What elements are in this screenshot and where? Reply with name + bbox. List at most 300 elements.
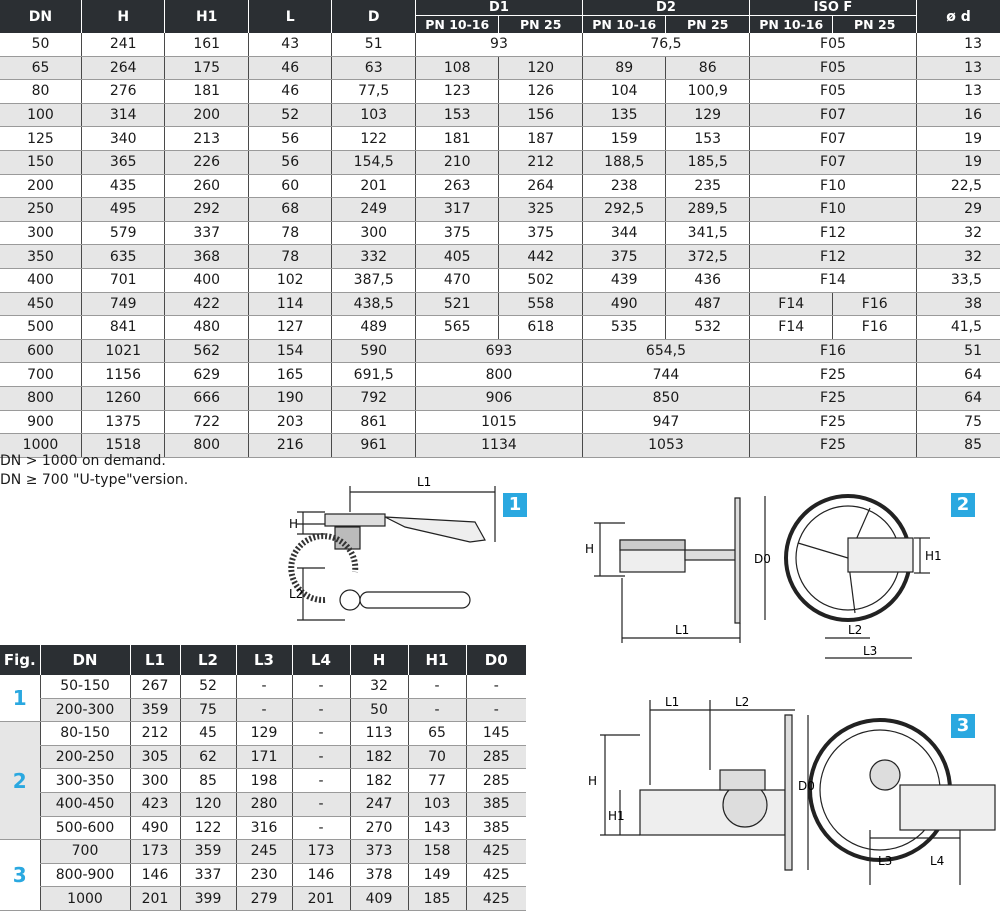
table-cell: 120 [180, 792, 236, 816]
table-cell: 114 [248, 292, 332, 316]
table-cell: 89 [582, 56, 666, 80]
table-cell: 961 [332, 434, 416, 458]
header-d1-pn1016: PN 10-16 [415, 16, 499, 34]
table-cell: F05 [749, 33, 916, 56]
table-row [0, 363, 1000, 387]
table-cell: 181 [165, 80, 249, 104]
table-cell: 300 [332, 221, 416, 245]
table-cell: F05 [749, 80, 916, 104]
table-cell: 405 [415, 245, 499, 269]
table-cell: 500-600 [40, 816, 130, 840]
table-row [0, 816, 526, 840]
table-cell: 800 [0, 386, 81, 410]
header-iso-pn1016: PN 10-16 [749, 16, 833, 34]
table-cell: 75 [916, 410, 1000, 434]
table-cell: 250 [0, 198, 81, 222]
figure-2-handwheel-drawing [580, 488, 950, 668]
table-cell: 60 [248, 174, 332, 198]
table-cell: 385 [466, 816, 526, 840]
table-cell: F10 [749, 198, 916, 222]
table-cell: 210 [415, 150, 499, 174]
fig2-h1-label: H1 [925, 549, 942, 563]
table-cell: 841 [81, 316, 165, 340]
table-cell: 68 [248, 198, 332, 222]
header-iso-pn25: PN 25 [833, 16, 917, 34]
table-cell: 487 [666, 292, 750, 316]
fig3-l3-label: L3 [878, 854, 893, 868]
table-cell: 375 [582, 245, 666, 269]
table-cell: 29 [916, 198, 1000, 222]
operator-header-cell: L2 [180, 645, 236, 675]
table-cell: 158 [408, 840, 466, 864]
table-cell: 32 [916, 245, 1000, 269]
table-row [0, 103, 1000, 127]
table-cell: 78 [248, 221, 332, 245]
table-cell: 373 [350, 840, 408, 864]
table-cell: - [292, 792, 350, 816]
table-cell: 135 [582, 103, 666, 127]
table-cell: 701 [81, 268, 165, 292]
table-row [0, 198, 1000, 222]
table-cell: F14 [749, 268, 916, 292]
table-cell: 41,5 [916, 316, 1000, 340]
header-h: H [81, 0, 165, 33]
table-cell: 46 [248, 80, 332, 104]
table-cell: 104 [582, 80, 666, 104]
table-cell: F12 [749, 245, 916, 269]
table-cell: 64 [916, 386, 1000, 410]
table-cell: F16 [833, 292, 917, 316]
table-cell: 276 [81, 80, 165, 104]
table-cell: 267 [130, 675, 180, 698]
table-cell: 436 [666, 268, 750, 292]
header-d1-pn25: PN 25 [499, 16, 583, 34]
table-cell: 100 [0, 103, 81, 127]
table-cell: 62 [180, 745, 236, 769]
table-cell: 143 [408, 816, 466, 840]
table-cell: 289,5 [666, 198, 750, 222]
table-cell: 590 [332, 339, 416, 363]
table-cell: 314 [81, 103, 165, 127]
table-row [0, 56, 1000, 80]
table-cell: 213 [165, 127, 249, 151]
table-cell: 173 [130, 840, 180, 864]
note-on-demand: DN > 1000 on demand. [0, 453, 166, 469]
table-cell: - [292, 745, 350, 769]
table-cell: 800 [415, 363, 582, 387]
table-cell: 52 [180, 675, 236, 698]
table-row [0, 33, 1000, 56]
operator-header-cell: L1 [130, 645, 180, 675]
table-cell: 442 [499, 245, 583, 269]
header-d2-pn25: PN 25 [666, 16, 750, 34]
table-cell: 212 [130, 722, 180, 746]
table-cell: 300 [0, 221, 81, 245]
table-cell: 490 [582, 292, 666, 316]
table-cell: 50 [350, 698, 408, 722]
table-cell: 76,5 [582, 33, 749, 56]
figure-1-badge: 1 [503, 493, 527, 517]
notes [0, 452, 188, 490]
table-cell: F16 [749, 339, 916, 363]
table-cell: 65 [408, 722, 466, 746]
header-d2: D2 [582, 0, 749, 16]
table-cell: 247 [350, 792, 408, 816]
table-cell: F12 [749, 221, 916, 245]
table-cell: 438,5 [332, 292, 416, 316]
operator-table-header [0, 645, 526, 675]
table-cell: 722 [165, 410, 249, 434]
table-cell: F07 [749, 127, 916, 151]
table-row [0, 675, 526, 698]
dimensions-table-body [0, 33, 1000, 457]
table-cell: 19 [916, 150, 1000, 174]
table-cell: 64 [916, 363, 1000, 387]
table-cell: 425 [466, 863, 526, 887]
table-cell: 1000 [0, 434, 81, 458]
table-cell: 337 [165, 221, 249, 245]
table-cell: - [292, 675, 350, 698]
table-cell: 16 [916, 103, 1000, 127]
table-cell: 400-450 [40, 792, 130, 816]
figure-2-badge: 2 [951, 493, 975, 517]
fig3-h-label: H [588, 774, 598, 788]
table-cell: 300-350 [40, 769, 130, 793]
table-cell: 159 [582, 127, 666, 151]
figure-number: 1 [0, 675, 40, 722]
table-cell: F07 [749, 103, 916, 127]
table-row [0, 410, 1000, 434]
table-cell: 270 [350, 816, 408, 840]
fig3-l1-label: L1 [665, 695, 680, 709]
table-cell: 489 [332, 316, 416, 340]
fig3-d0-label: D0 [798, 779, 815, 793]
table-cell: 216 [248, 434, 332, 458]
table-cell: 93 [415, 33, 582, 56]
table-cell: 77 [408, 769, 466, 793]
table-cell: 316 [236, 816, 292, 840]
table-cell: 906 [415, 386, 582, 410]
table-cell: 387,5 [332, 268, 416, 292]
table-cell: 900 [0, 410, 81, 434]
table-cell: 700 [40, 840, 130, 864]
table-cell: 103 [408, 792, 466, 816]
table-cell: 171 [236, 745, 292, 769]
table-row [0, 292, 1000, 316]
table-cell: 13 [916, 33, 1000, 56]
table-cell: 368 [165, 245, 249, 269]
table-cell: 50-150 [40, 675, 130, 698]
operator-header-cell: L4 [292, 645, 350, 675]
table-cell: 947 [582, 410, 749, 434]
fig2-l3-label: L3 [863, 644, 878, 658]
table-cell: 127 [248, 316, 332, 340]
table-cell: F16 [833, 316, 917, 340]
figure-1-lever-drawing [285, 472, 500, 632]
table-cell: 359 [180, 840, 236, 864]
table-cell: 19 [916, 127, 1000, 151]
table-cell: 500 [0, 316, 81, 340]
table-cell: F25 [749, 386, 916, 410]
table-cell: 861 [332, 410, 416, 434]
table-cell: - [236, 698, 292, 722]
header-d2-pn1016: PN 10-16 [582, 16, 666, 34]
table-cell: 1021 [81, 339, 165, 363]
table-cell: 490 [130, 816, 180, 840]
table-cell: - [292, 698, 350, 722]
table-cell: 146 [292, 863, 350, 887]
table-cell: 86 [666, 56, 750, 80]
table-cell: 201 [130, 887, 180, 911]
table-cell: 238 [582, 174, 666, 198]
table-cell: 122 [180, 816, 236, 840]
table-cell: 129 [666, 103, 750, 127]
header-l: L [248, 0, 332, 33]
table-cell: 399 [180, 887, 236, 911]
table-cell: 51 [332, 33, 416, 56]
table-cell: 51 [916, 339, 1000, 363]
table-cell: 422 [165, 292, 249, 316]
table-cell: 744 [582, 363, 749, 387]
table-cell: 173 [292, 840, 350, 864]
table-cell: 691,5 [332, 363, 416, 387]
fig3-l2-label: L2 [735, 695, 750, 709]
table-cell: 43 [248, 33, 332, 56]
table-cell: 122 [332, 127, 416, 151]
table-cell: - [292, 722, 350, 746]
figure-number: 2 [0, 722, 40, 840]
table-cell: 535 [582, 316, 666, 340]
table-cell: 480 [165, 316, 249, 340]
table-cell: 749 [81, 292, 165, 316]
table-cell: 425 [466, 887, 526, 911]
table-cell: 123 [415, 80, 499, 104]
table-cell: - [466, 698, 526, 722]
table-cell: 33,5 [916, 268, 1000, 292]
table-cell: 200-250 [40, 745, 130, 769]
table-row [0, 245, 1000, 269]
table-cell: 439 [582, 268, 666, 292]
table-row [0, 316, 1000, 340]
table-cell: 154,5 [332, 150, 416, 174]
table-cell: 46 [248, 56, 332, 80]
table-cell: 558 [499, 292, 583, 316]
table-cell: 85 [916, 434, 1000, 458]
table-cell: 1000 [40, 887, 130, 911]
table-cell: 13 [916, 80, 1000, 104]
table-cell: 13 [916, 56, 1000, 80]
table-cell: 344 [582, 221, 666, 245]
table-cell: 165 [248, 363, 332, 387]
table-cell: 150 [0, 150, 81, 174]
table-cell: 226 [165, 150, 249, 174]
fig1-l2-label: L2 [289, 587, 304, 601]
table-cell: 423 [130, 792, 180, 816]
table-cell: 212 [499, 150, 583, 174]
table-row [0, 174, 1000, 198]
table-cell: 201 [292, 887, 350, 911]
table-cell: 154 [248, 339, 332, 363]
table-cell: 103 [332, 103, 416, 127]
header-d: D [332, 0, 416, 33]
table-cell: F25 [749, 434, 916, 458]
table-cell: - [408, 698, 466, 722]
fig2-d0-label: D0 [754, 552, 771, 566]
operator-header-cell: H1 [408, 645, 466, 675]
table-cell: 521 [415, 292, 499, 316]
table-cell: 502 [499, 268, 583, 292]
table-cell: 372,5 [666, 245, 750, 269]
table-cell: 78 [248, 245, 332, 269]
table-cell: 181 [415, 127, 499, 151]
operator-header-cell: D0 [466, 645, 526, 675]
table-cell: 22,5 [916, 174, 1000, 198]
table-cell: 400 [165, 268, 249, 292]
table-cell: 182 [350, 769, 408, 793]
table-cell: 175 [165, 56, 249, 80]
table-cell: 325 [499, 198, 583, 222]
table-cell: - [466, 675, 526, 698]
table-cell: 792 [332, 386, 416, 410]
fig2-l1-label: L1 [675, 623, 690, 637]
table-row [0, 769, 526, 793]
table-row [0, 792, 526, 816]
table-cell: 187 [499, 127, 583, 151]
table-cell: 300 [130, 769, 180, 793]
table-cell: 285 [466, 745, 526, 769]
table-cell: 249 [332, 198, 416, 222]
table-cell: - [292, 816, 350, 840]
table-cell: 56 [248, 150, 332, 174]
table-cell: 1134 [415, 434, 582, 458]
table-cell: 126 [499, 80, 583, 104]
table-cell: 317 [415, 198, 499, 222]
table-cell: 203 [248, 410, 332, 434]
table-cell: F07 [749, 150, 916, 174]
table-cell: 245 [236, 840, 292, 864]
table-cell: 285 [466, 769, 526, 793]
table-cell: 153 [415, 103, 499, 127]
table-cell: 1375 [81, 410, 165, 434]
table-cell: 375 [415, 221, 499, 245]
table-cell: 666 [165, 386, 249, 410]
fig2-l2-label: L2 [848, 623, 863, 637]
table-cell: 182 [350, 745, 408, 769]
table-cell: 45 [180, 722, 236, 746]
table-cell: 618 [499, 316, 583, 340]
header-od: ø d [916, 0, 1000, 33]
table-cell: 635 [81, 245, 165, 269]
table-cell: 100,9 [666, 80, 750, 104]
table-cell: 125 [0, 127, 81, 151]
table-cell: - [408, 675, 466, 698]
table-cell: 292,5 [582, 198, 666, 222]
table-cell: 38 [916, 292, 1000, 316]
table-row [0, 745, 526, 769]
table-row [0, 221, 1000, 245]
operator-header-cell: DN [40, 645, 130, 675]
table-cell: 70 [408, 745, 466, 769]
header-h1: H1 [165, 0, 249, 33]
table-cell: 378 [350, 863, 408, 887]
table-cell: 385 [466, 792, 526, 816]
table-cell: 850 [582, 386, 749, 410]
table-cell: 562 [165, 339, 249, 363]
table-cell: - [236, 675, 292, 698]
table-cell: 201 [332, 174, 416, 198]
note-u-type: DN ≥ 700 "U-type"version. [0, 472, 189, 488]
table-cell: 260 [165, 174, 249, 198]
operator-dimensions-table [0, 645, 526, 911]
fig1-l1-label: L1 [417, 475, 432, 489]
table-cell: 102 [248, 268, 332, 292]
table-cell: 113 [350, 722, 408, 746]
table-cell: 65 [0, 56, 81, 80]
table-cell: F05 [749, 56, 916, 80]
table-cell: 1260 [81, 386, 165, 410]
table-cell: 190 [248, 386, 332, 410]
table-cell: 1518 [81, 434, 165, 458]
header-d1: D1 [415, 0, 582, 16]
table-cell: 425 [466, 840, 526, 864]
table-cell: 1053 [582, 434, 749, 458]
operator-header-cell: L3 [236, 645, 292, 675]
figure-3-u-type-drawing [580, 690, 1000, 900]
table-cell: 235 [666, 174, 750, 198]
table-row [0, 840, 526, 864]
table-cell: 654,5 [582, 339, 749, 363]
table-cell: 185,5 [666, 150, 750, 174]
table-cell: 264 [499, 174, 583, 198]
table-cell: 85 [180, 769, 236, 793]
table-cell: 532 [666, 316, 750, 340]
table-cell: 80-150 [40, 722, 130, 746]
table-cell: 359 [130, 698, 180, 722]
table-cell: F25 [749, 410, 916, 434]
table-cell: 435 [81, 174, 165, 198]
operator-header-cell: Fig. [0, 645, 40, 675]
table-cell: 200-300 [40, 698, 130, 722]
table-cell: 50 [0, 33, 81, 56]
table-cell: 800 [165, 434, 249, 458]
table-cell: 305 [130, 745, 180, 769]
operator-header-cell: H [350, 645, 408, 675]
table-cell: 198 [236, 769, 292, 793]
fig1-h-label: H [289, 517, 299, 531]
figure-3-badge: 3 [951, 714, 975, 738]
table-cell: 149 [408, 863, 466, 887]
table-cell: 579 [81, 221, 165, 245]
table-row [0, 268, 1000, 292]
table-cell: 77,5 [332, 80, 416, 104]
operator-table-body [0, 675, 526, 910]
table-cell: 52 [248, 103, 332, 127]
table-cell: 230 [236, 863, 292, 887]
table-row [0, 127, 1000, 151]
table-cell: 375 [499, 221, 583, 245]
table-cell: 340 [81, 127, 165, 151]
table-row [0, 698, 526, 722]
table-cell: 241 [81, 33, 165, 56]
table-cell: 400 [0, 268, 81, 292]
table-cell: 200 [0, 174, 81, 198]
figure-number: 3 [0, 840, 40, 911]
table-row [0, 339, 1000, 363]
table-row [0, 150, 1000, 174]
table-cell: 470 [415, 268, 499, 292]
table-cell: 450 [0, 292, 81, 316]
table-cell: 145 [466, 722, 526, 746]
